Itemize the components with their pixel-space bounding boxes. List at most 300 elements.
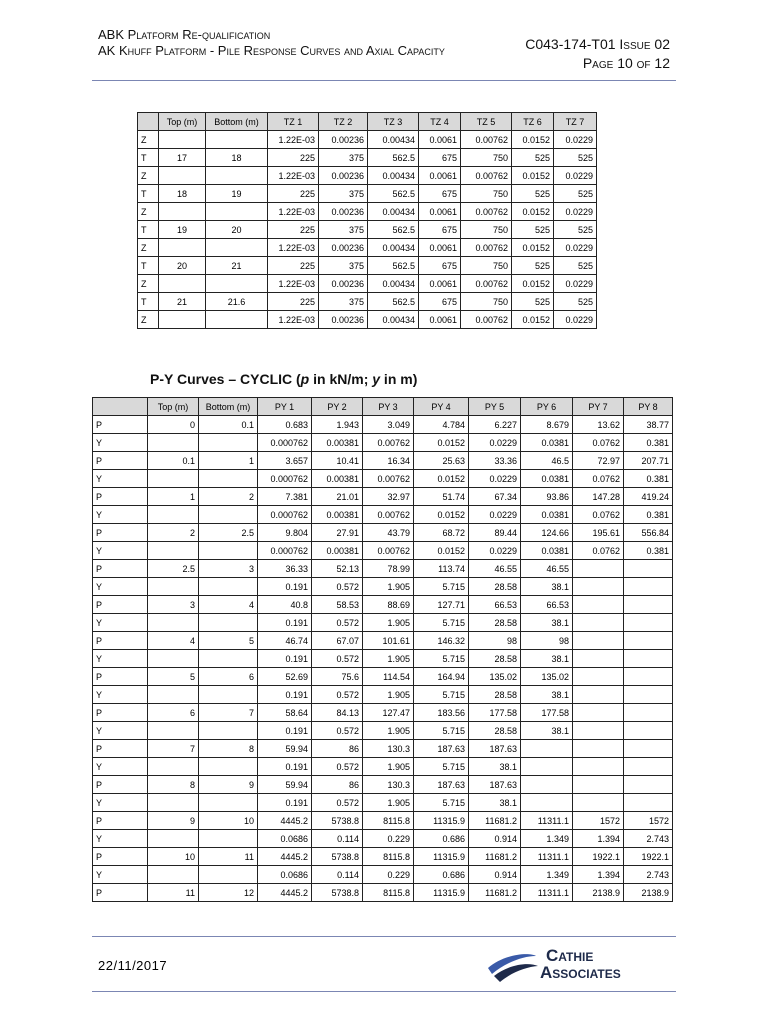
table-cell bbox=[199, 794, 258, 812]
table-cell: 6 bbox=[148, 704, 199, 722]
table-cell: 750 bbox=[461, 149, 512, 167]
table-cell: 0.0152 bbox=[414, 470, 469, 488]
table-cell: 375 bbox=[319, 293, 368, 311]
table-cell: Y bbox=[93, 830, 148, 848]
table-cell: 0.381 bbox=[624, 470, 673, 488]
table-row bbox=[93, 650, 673, 668]
table-cell: 5.715 bbox=[414, 758, 469, 776]
table-cell: 38.1 bbox=[521, 650, 573, 668]
table-row bbox=[93, 614, 673, 632]
table-cell: 135.02 bbox=[469, 668, 521, 686]
table-cell: 66.53 bbox=[521, 596, 573, 614]
table-cell: 8115.8 bbox=[363, 884, 414, 902]
table-cell: T bbox=[138, 293, 159, 311]
table-cell: 1572 bbox=[624, 812, 673, 830]
table-cell bbox=[624, 614, 673, 632]
table-cell: 18 bbox=[206, 149, 268, 167]
table-cell bbox=[521, 740, 573, 758]
table-header-row bbox=[138, 113, 597, 131]
table-cell: 0.191 bbox=[258, 686, 312, 704]
table-cell: 4445.2 bbox=[258, 848, 312, 866]
table-cell: 3 bbox=[148, 596, 199, 614]
table-cell: 28.58 bbox=[469, 578, 521, 596]
table-cell bbox=[573, 686, 624, 704]
table-cell bbox=[573, 758, 624, 776]
table-cell bbox=[206, 239, 268, 257]
table-row bbox=[138, 257, 597, 275]
table-row bbox=[93, 488, 673, 506]
table-cell: P bbox=[93, 632, 148, 650]
table-cell: 59.94 bbox=[258, 776, 312, 794]
table-cell: 1.905 bbox=[363, 650, 414, 668]
table-cell: 21 bbox=[206, 257, 268, 275]
table-cell: 1.22E-03 bbox=[268, 275, 319, 293]
table-cell: 1.943 bbox=[312, 416, 363, 434]
column-header: PY 1 bbox=[258, 398, 312, 416]
table-cell: 3.049 bbox=[363, 416, 414, 434]
table-cell: P bbox=[93, 848, 148, 866]
table-cell: 0.0381 bbox=[521, 506, 573, 524]
table-cell bbox=[199, 578, 258, 596]
table-cell: 17 bbox=[159, 149, 206, 167]
table-cell: P bbox=[93, 488, 148, 506]
table-row bbox=[93, 506, 673, 524]
table-cell: 11681.2 bbox=[469, 848, 521, 866]
table-cell: 0.0061 bbox=[419, 131, 461, 149]
table-row bbox=[93, 686, 673, 704]
table-cell bbox=[624, 794, 673, 812]
table-cell: 525 bbox=[554, 257, 597, 275]
table-cell bbox=[624, 632, 673, 650]
table-cell: 67.34 bbox=[469, 488, 521, 506]
table-cell: 32.97 bbox=[363, 488, 414, 506]
table-cell bbox=[159, 239, 206, 257]
table-cell bbox=[573, 704, 624, 722]
table-cell bbox=[199, 866, 258, 884]
table-row bbox=[93, 794, 673, 812]
table-cell: 28.58 bbox=[469, 722, 521, 740]
column-header: Top (m) bbox=[148, 398, 199, 416]
table-cell: 38.77 bbox=[624, 416, 673, 434]
table-cell: 52.69 bbox=[258, 668, 312, 686]
document-title: AK Khuff Platform - Pile Response Curves and Axial Capacity bbox=[98, 43, 445, 58]
table-cell: Z bbox=[138, 275, 159, 293]
table-cell bbox=[206, 167, 268, 185]
table-cell bbox=[573, 668, 624, 686]
table-cell: 0.0152 bbox=[414, 542, 469, 560]
column-header bbox=[93, 398, 148, 416]
table-row bbox=[93, 722, 673, 740]
table-cell: 46.55 bbox=[469, 560, 521, 578]
table-cell: Y bbox=[93, 434, 148, 452]
table-cell: Z bbox=[138, 167, 159, 185]
table-row bbox=[93, 632, 673, 650]
table-cell bbox=[573, 578, 624, 596]
table-cell: 0.572 bbox=[312, 650, 363, 668]
table-cell: Y bbox=[93, 686, 148, 704]
footer-rule-top bbox=[92, 936, 676, 937]
table-cell: 556.84 bbox=[624, 524, 673, 542]
table-cell: 1.349 bbox=[521, 866, 573, 884]
table-cell: 7.381 bbox=[258, 488, 312, 506]
table-cell: 98 bbox=[469, 632, 521, 650]
table-cell: Y bbox=[93, 614, 148, 632]
table-cell bbox=[159, 203, 206, 221]
table-cell: 0.0762 bbox=[573, 542, 624, 560]
table-cell: 0.0152 bbox=[512, 167, 554, 185]
table-cell: 0.914 bbox=[469, 830, 521, 848]
table-cell: Z bbox=[138, 239, 159, 257]
table-cell: 21.6 bbox=[206, 293, 268, 311]
table-cell: 562.5 bbox=[368, 185, 419, 203]
table-cell: 0.0229 bbox=[469, 542, 521, 560]
table-cell: 1.905 bbox=[363, 794, 414, 812]
column-header: Bottom (m) bbox=[206, 113, 268, 131]
table-cell: 38.1 bbox=[469, 758, 521, 776]
table-cell: 46.74 bbox=[258, 632, 312, 650]
table-row bbox=[93, 470, 673, 488]
table-cell: P bbox=[93, 452, 148, 470]
table-cell: 0.191 bbox=[258, 758, 312, 776]
table-cell bbox=[159, 275, 206, 293]
table-cell: 20 bbox=[159, 257, 206, 275]
table-cell: 1.22E-03 bbox=[268, 167, 319, 185]
table-cell bbox=[206, 131, 268, 149]
table-row bbox=[93, 758, 673, 776]
table-cell: 750 bbox=[461, 221, 512, 239]
table-row bbox=[93, 542, 673, 560]
table-row bbox=[93, 866, 673, 884]
table-cell: 4445.2 bbox=[258, 812, 312, 830]
table-cell bbox=[148, 686, 199, 704]
table-cell: P bbox=[93, 416, 148, 434]
table-cell: 1.905 bbox=[363, 614, 414, 632]
table-cell: Y bbox=[93, 650, 148, 668]
table-cell bbox=[624, 704, 673, 722]
table-cell: P bbox=[93, 776, 148, 794]
table-cell: 225 bbox=[268, 257, 319, 275]
table-cell: 0.572 bbox=[312, 614, 363, 632]
table-cell: 40.8 bbox=[258, 596, 312, 614]
table-cell: 5 bbox=[199, 632, 258, 650]
table-cell bbox=[624, 650, 673, 668]
table-cell: 0.572 bbox=[312, 794, 363, 812]
table-cell: 225 bbox=[268, 293, 319, 311]
column-header: PY 3 bbox=[363, 398, 414, 416]
table-cell: 0.0229 bbox=[554, 167, 597, 185]
table-cell: 146.32 bbox=[414, 632, 469, 650]
table-cell bbox=[624, 686, 673, 704]
table-cell: 0.00762 bbox=[363, 506, 414, 524]
table-cell: 0.686 bbox=[414, 866, 469, 884]
table-cell: 38.1 bbox=[521, 614, 573, 632]
table-cell: 177.58 bbox=[521, 704, 573, 722]
table-cell: 525 bbox=[512, 185, 554, 203]
table-cell: 0.914 bbox=[469, 866, 521, 884]
table-cell bbox=[206, 203, 268, 221]
table-cell: 59.94 bbox=[258, 740, 312, 758]
table-cell bbox=[148, 866, 199, 884]
table-cell: 66.53 bbox=[469, 596, 521, 614]
table-cell: 0.0061 bbox=[419, 311, 461, 329]
table-cell: 187.63 bbox=[414, 776, 469, 794]
table-cell: 0.00434 bbox=[368, 131, 419, 149]
table-cell: 4.784 bbox=[414, 416, 469, 434]
table-cell: 11311.1 bbox=[521, 812, 573, 830]
table-cell bbox=[573, 614, 624, 632]
table-cell bbox=[199, 470, 258, 488]
table-row bbox=[138, 221, 597, 239]
table-cell: 675 bbox=[419, 149, 461, 167]
table-cell bbox=[199, 722, 258, 740]
table-row bbox=[138, 167, 597, 185]
table-cell: 28.58 bbox=[469, 650, 521, 668]
table-cell: 675 bbox=[419, 221, 461, 239]
table-cell: 0.00236 bbox=[319, 275, 368, 293]
table-cell: 51.74 bbox=[414, 488, 469, 506]
logo-line-2: Associates bbox=[540, 963, 621, 982]
document-header-left bbox=[98, 27, 478, 59]
table-cell: T bbox=[138, 257, 159, 275]
table-cell: 525 bbox=[554, 293, 597, 311]
table-cell: 1.905 bbox=[363, 722, 414, 740]
page-number: Page 10 of 12 bbox=[582, 55, 670, 71]
table-row bbox=[93, 434, 673, 452]
table-cell: 0.114 bbox=[312, 830, 363, 848]
table-cell: 0.00762 bbox=[461, 275, 512, 293]
table-cell: 18 bbox=[159, 185, 206, 203]
table-cell: 0.00762 bbox=[461, 131, 512, 149]
table-cell: 525 bbox=[512, 257, 554, 275]
table-cell: 0.00236 bbox=[319, 311, 368, 329]
table-cell: 0.0229 bbox=[554, 239, 597, 257]
column-header: TZ 6 bbox=[512, 113, 554, 131]
table-cell: 11311.1 bbox=[521, 884, 573, 902]
table-cell: 0.191 bbox=[258, 650, 312, 668]
table-cell bbox=[206, 275, 268, 293]
table-cell: 1922.1 bbox=[624, 848, 673, 866]
table-cell: 675 bbox=[419, 185, 461, 203]
column-header bbox=[138, 113, 159, 131]
table-cell: 33.36 bbox=[469, 452, 521, 470]
table-cell: P bbox=[93, 524, 148, 542]
table-cell: 0.00762 bbox=[363, 434, 414, 452]
table-cell: 225 bbox=[268, 185, 319, 203]
table-cell: 89.44 bbox=[469, 524, 521, 542]
table-cell bbox=[573, 596, 624, 614]
table-cell: 375 bbox=[319, 257, 368, 275]
table-cell: 675 bbox=[419, 293, 461, 311]
table-cell: T bbox=[138, 221, 159, 239]
table-cell: 88.69 bbox=[363, 596, 414, 614]
table-cell bbox=[624, 740, 673, 758]
table-row bbox=[93, 596, 673, 614]
table-cell: 187.63 bbox=[469, 740, 521, 758]
table-cell: 11315.9 bbox=[414, 812, 469, 830]
table-cell: 225 bbox=[268, 149, 319, 167]
table-row bbox=[93, 452, 673, 470]
table-cell: 0.00434 bbox=[368, 167, 419, 185]
table-cell bbox=[573, 776, 624, 794]
table-cell: 7 bbox=[199, 704, 258, 722]
table-cell: 2.743 bbox=[624, 830, 673, 848]
column-header: TZ 7 bbox=[554, 113, 597, 131]
table-cell: 5 bbox=[148, 668, 199, 686]
table-cell: 3 bbox=[199, 560, 258, 578]
table-cell: P bbox=[93, 668, 148, 686]
table-cell: 11 bbox=[199, 848, 258, 866]
table-cell: 1.22E-03 bbox=[268, 131, 319, 149]
table-cell bbox=[521, 776, 573, 794]
table-cell: 4 bbox=[199, 596, 258, 614]
table-cell: 1.394 bbox=[573, 830, 624, 848]
table-cell: 5.715 bbox=[414, 686, 469, 704]
table-cell: 11681.2 bbox=[469, 812, 521, 830]
project-title: ABK Platform Re-qualification bbox=[98, 27, 271, 42]
table-cell: 114.54 bbox=[363, 668, 414, 686]
table-cell: 8115.8 bbox=[363, 812, 414, 830]
table-cell: 0.114 bbox=[312, 866, 363, 884]
table-row bbox=[138, 203, 597, 221]
table-cell: 0.0762 bbox=[573, 434, 624, 452]
table-cell: 10 bbox=[199, 812, 258, 830]
table-cell: 52.13 bbox=[312, 560, 363, 578]
table-cell: 130.3 bbox=[363, 740, 414, 758]
table-cell bbox=[159, 311, 206, 329]
table-row bbox=[93, 776, 673, 794]
table-cell: 0.00236 bbox=[319, 239, 368, 257]
table-cell: 0.572 bbox=[312, 758, 363, 776]
table-cell: 101.61 bbox=[363, 632, 414, 650]
table-cell bbox=[148, 506, 199, 524]
table-cell: 0.0152 bbox=[512, 203, 554, 221]
table-cell: 0.000762 bbox=[258, 542, 312, 560]
column-header: PY 2 bbox=[312, 398, 363, 416]
table-cell bbox=[148, 542, 199, 560]
column-header: TZ 5 bbox=[461, 113, 512, 131]
table-cell: 11311.1 bbox=[521, 848, 573, 866]
table-cell: 2.5 bbox=[199, 524, 258, 542]
table-cell: 195.61 bbox=[573, 524, 624, 542]
table-cell bbox=[148, 614, 199, 632]
table-cell: 28.58 bbox=[469, 686, 521, 704]
table-cell: 6 bbox=[199, 668, 258, 686]
table-cell: 68.72 bbox=[414, 524, 469, 542]
table-cell: 0.572 bbox=[312, 722, 363, 740]
table-cell: 0.00381 bbox=[312, 470, 363, 488]
table-cell bbox=[573, 650, 624, 668]
title-prefix: P-Y Curves – CYCLIC ( bbox=[150, 371, 301, 387]
table-cell: P bbox=[93, 596, 148, 614]
table-cell: P bbox=[93, 812, 148, 830]
table-cell: 36.33 bbox=[258, 560, 312, 578]
table-cell: 0.381 bbox=[624, 506, 673, 524]
table-cell: 124.66 bbox=[521, 524, 573, 542]
column-header: TZ 1 bbox=[268, 113, 319, 131]
table-cell: 0.0061 bbox=[419, 239, 461, 257]
table-row bbox=[93, 740, 673, 758]
table-cell: 0.0762 bbox=[573, 470, 624, 488]
table-row bbox=[93, 416, 673, 434]
table-cell: 0.00381 bbox=[312, 434, 363, 452]
table-cell: 562.5 bbox=[368, 257, 419, 275]
table-cell: P bbox=[93, 560, 148, 578]
table-cell bbox=[199, 830, 258, 848]
table-cell: 0.1 bbox=[148, 452, 199, 470]
table-cell: 98 bbox=[521, 632, 573, 650]
table-cell: 525 bbox=[512, 149, 554, 167]
table-cell: P bbox=[93, 704, 148, 722]
table-cell: 0.0061 bbox=[419, 203, 461, 221]
table-cell bbox=[521, 758, 573, 776]
table-cell: 27.91 bbox=[312, 524, 363, 542]
table-cell bbox=[624, 758, 673, 776]
table-cell: 0.0686 bbox=[258, 830, 312, 848]
table-cell: 86 bbox=[312, 740, 363, 758]
table-cell: 0.0061 bbox=[419, 275, 461, 293]
table-cell: 4445.2 bbox=[258, 884, 312, 902]
py-curves-table bbox=[92, 397, 673, 902]
table-cell: 38.1 bbox=[521, 686, 573, 704]
table-cell: 2 bbox=[148, 524, 199, 542]
table-cell bbox=[199, 434, 258, 452]
table-cell: 58.53 bbox=[312, 596, 363, 614]
table-row bbox=[93, 578, 673, 596]
table-row bbox=[93, 830, 673, 848]
table-cell: 0.191 bbox=[258, 722, 312, 740]
table-cell: 0.00381 bbox=[312, 542, 363, 560]
table-cell: 1.349 bbox=[521, 830, 573, 848]
table-cell: 0.0229 bbox=[469, 470, 521, 488]
table-row bbox=[138, 239, 597, 257]
table-cell: 0.00236 bbox=[319, 167, 368, 185]
table-cell: 113.74 bbox=[414, 560, 469, 578]
table-cell bbox=[148, 470, 199, 488]
column-header: TZ 3 bbox=[368, 113, 419, 131]
table-cell bbox=[159, 167, 206, 185]
table-cell: 562.5 bbox=[368, 149, 419, 167]
table-cell: 5.715 bbox=[414, 614, 469, 632]
table-cell: 0.0152 bbox=[414, 506, 469, 524]
table-cell: 84.13 bbox=[312, 704, 363, 722]
table-cell bbox=[148, 794, 199, 812]
table-cell: 5.715 bbox=[414, 650, 469, 668]
table-cell: Y bbox=[93, 470, 148, 488]
table-cell: 4 bbox=[148, 632, 199, 650]
table-cell: 9 bbox=[199, 776, 258, 794]
table-cell: 5738.8 bbox=[312, 848, 363, 866]
table-cell: 13.62 bbox=[573, 416, 624, 434]
table-cell: 0.00434 bbox=[368, 311, 419, 329]
table-cell: 7 bbox=[148, 740, 199, 758]
table-cell: 177.58 bbox=[469, 704, 521, 722]
table-cell: 21 bbox=[159, 293, 206, 311]
table-cell: 0.00434 bbox=[368, 239, 419, 257]
table-cell bbox=[199, 686, 258, 704]
column-header: TZ 4 bbox=[419, 113, 461, 131]
table-cell: 8.679 bbox=[521, 416, 573, 434]
table-cell: 0.0686 bbox=[258, 866, 312, 884]
table-cell: 127.47 bbox=[363, 704, 414, 722]
table-cell: 5738.8 bbox=[312, 884, 363, 902]
table-cell: 11315.9 bbox=[414, 848, 469, 866]
table-cell bbox=[199, 614, 258, 632]
table-cell: 0.683 bbox=[258, 416, 312, 434]
table-cell: 525 bbox=[554, 149, 597, 167]
table-cell: 0.0152 bbox=[512, 275, 554, 293]
table-row bbox=[138, 131, 597, 149]
table-cell: 0.0381 bbox=[521, 434, 573, 452]
